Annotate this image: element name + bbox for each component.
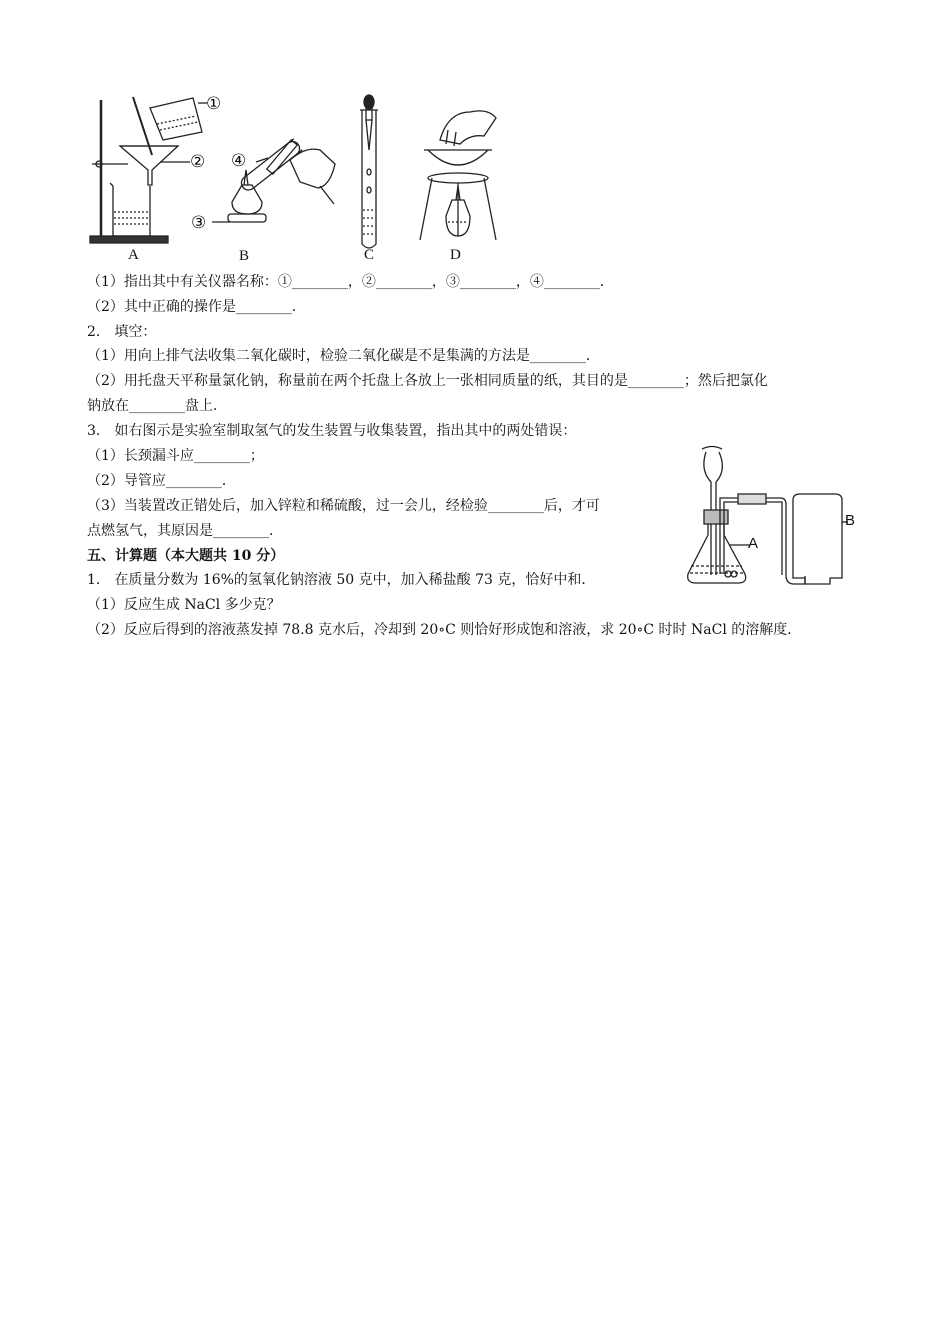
figure1-label-d: D [450, 247, 461, 263]
q3-part3-line1: （3）当装置改正错处后，加入锌粒和稀硫酸，过一会儿，经检验________后，才可 [87, 498, 600, 514]
q3-part1: （1）长颈漏斗应________； [87, 448, 264, 464]
figure1-marker-3: ③ [191, 213, 207, 232]
q3-part2: （2）导管应________． [87, 473, 236, 489]
figure2-label-a: A [748, 535, 759, 552]
section5-q1-stem: 1. 在质量分数为 16%的氢氧化钠溶液 50 克中，加入稀盐酸 73 克，恰好中和． [87, 572, 596, 588]
figure1-marker-2: ② [190, 152, 206, 171]
q1-part2: （2）其中正确的操作是________． [87, 299, 306, 315]
q3-stem: 3. 如右图示是实验室制取氢气的发生装置与收集装置，指出其中的两处错误： [87, 423, 577, 439]
q2-stem: 2. 填空： [87, 324, 157, 340]
section5-q1-part1: （1）反应生成 NaCl 多少克？ [87, 597, 281, 613]
figure2-label-b: B [845, 512, 856, 529]
figure1-label-a: A [128, 247, 139, 263]
section5-q1-part2: （2）反应后得到的溶液蒸发掉 78.8 克水后，冷却到 20∘C 则恰好形成饱和溶液，求 20∘C 时时 NaCl 的溶解度． [87, 622, 802, 638]
q3-part3-line2: 点燃氢气，其原因是________． [87, 523, 283, 539]
q2-part2-line1: （2）用托盘天平称量氯化钠，称量前在两个托盘上各放上一张相同质量的纸，其目的是________；然后把氯化 [87, 373, 768, 389]
q1-part1: （1）指出其中有关仪器名称：①________，②________，③________，④________． [87, 274, 614, 290]
section5-title: 五、计算题（本大题共 10 分） [87, 548, 285, 564]
figure1-label-b: B [239, 248, 250, 264]
q2-part1: （1）用向上排气法收集二氧化碳时，检验二氧化碳是不是集满的方法是________． [87, 348, 600, 364]
q2-part2-line2: 钠放在________盘上． [87, 398, 227, 414]
hydrogen-apparatus-drawing [0, 0, 950, 600]
figure1-marker-4: ④ [231, 151, 247, 170]
figure1-label-c: C [364, 247, 375, 263]
figure1-marker-1: ① [206, 94, 222, 113]
